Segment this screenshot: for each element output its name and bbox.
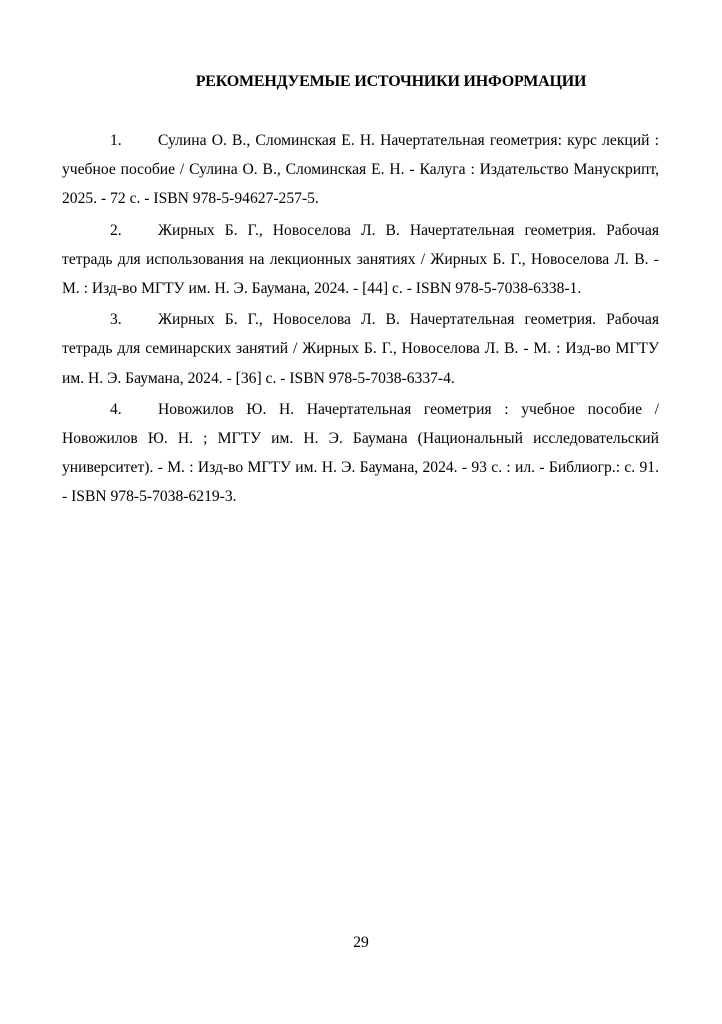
reference-item [62, 216, 659, 304]
reference-text: Сулина О. В., Сломинская Е. Н. Начертательная геометрия: курс лекций : учебное пособие / Сулина О. В., Сломинская Е. Н. - Калуга : Издательство Манускрипт, 2025. - 72 с. - ISBN 978-5-94627-257-5. [62, 132, 659, 208]
reference-item [62, 395, 659, 512]
reference-number: 3. [110, 311, 122, 329]
reference-item [62, 126, 659, 214]
reference-number: 1. [110, 132, 122, 149]
page-title: РЕКОМЕНДУЕМЫЕ ИСТОЧНИКИ ИНФОРМАЦИИ [195, 73, 587, 90]
reference-item [62, 305, 659, 393]
reference-number: 4. [110, 400, 122, 418]
reference-number: 2. [110, 221, 122, 239]
reference-list [62, 126, 659, 514]
reference-text: Жирных Б. Г., Новоселова Л. В. Начертательная геометрия. Рабочая тетрадь для семинарских занятий / Жирных Б. Г., Новоселова Л. В. - М. : Изд-во МГТУ им. Н. Э. Баумана, 2024. - [36] с. - ISBN 978-5-7038-6337-4. [62, 311, 659, 387]
page-number: 29 [353, 934, 369, 951]
reference-text: Новожилов Ю. Н. Начертательная геометрия : учебное пособие / Новожилов Ю. Н. ; МГТУ им. Н. Э. Баумана (Национальный исследовательский университет). - М. : Изд-во МГТУ им. Н. Э. Баумана, 2024. - 93 с. : ил. - Библиогр.: с. 91. - ISBN 978-5-7038-6219-3. [62, 400, 659, 506]
reference-text: Жирных Б. Г., Новоселова Л. В. Начертательная геометрия. Рабочая тетрадь для использования на лекционных занятиях / Жирных Б. Г., Новоселова Л. В. - М. : Изд-во МГТУ им. Н. Э. Баумана, 2024. - [44] с. - ISBN 978-5-7038-6338-1. [62, 221, 659, 298]
